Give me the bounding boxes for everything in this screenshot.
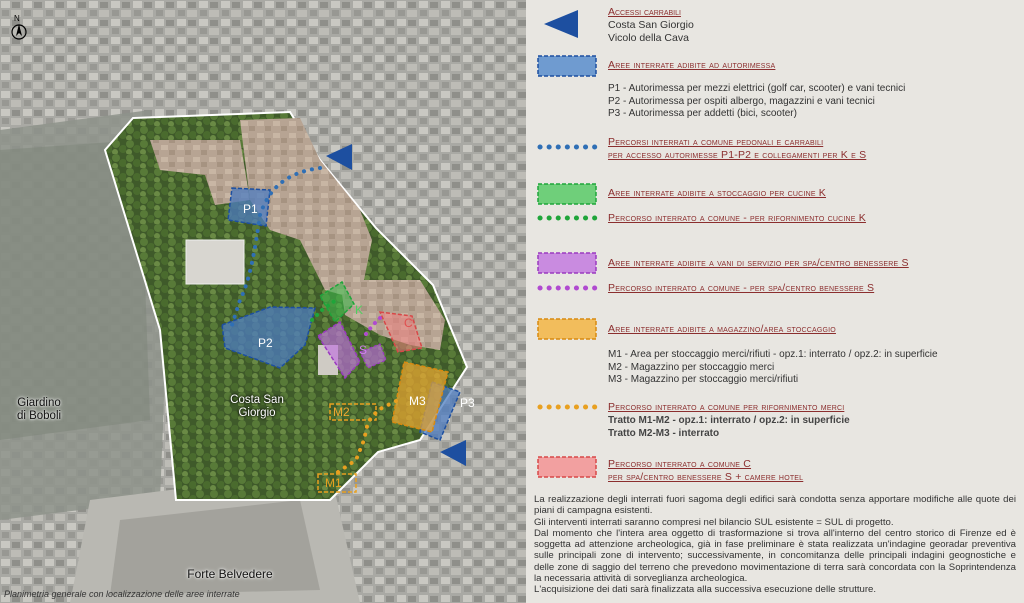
legend — [530, 0, 1024, 603]
legend-percorsi-line1: Percorsi interrati a comune pedonali e carrabili — [608, 136, 824, 148]
legend-access-line2: Vicolo della Cava — [608, 32, 689, 44]
note-4: L'acquisizione dei dati sarà finalizzata alla successiva esecuzione delle strutture. — [534, 584, 877, 596]
zone-label-m3: M3 — [409, 394, 426, 408]
orange-area-swatch — [536, 317, 598, 341]
legend-percorso-s-title: Percorso interrato a comune - per spa/centro benessere S — [608, 282, 875, 294]
legend-m3-desc: M3 - Magazzino per stoccaggio merci/rifiuti — [608, 374, 799, 385]
label-costa: Costa San Giorgio — [230, 394, 284, 419]
note-1: La realizzazione degli interrati fuori sagoma degli edifici sarà condotta senza apportare modifiche alle quote dei piani di campagna esistenti. — [534, 494, 1016, 517]
legend-percorso-merci-title: Percorso interrato a comune per rifornimento merci — [608, 401, 845, 413]
legend-percorso-k-title: Percorso interrato a comune - per rifornimento cucine K — [608, 212, 866, 224]
legend-spa-title: Aree interrate adibite a vani di servizio per spa/centro benessere S — [608, 257, 909, 269]
note-3: Dal momento che l'intera area oggetto di trasformazione si trova all'interno del centro storico di Firenze ed è soggetta ad attenzione archeologica, già in fase preliminare è stata realizzata un'indagine georadar preventiva sulle principali zone di intervento; successivamente, in concomitanza delle principali indagini geognostiche e delle zone di saggio del terreno che prevedono movimentazione di terra sarà concordata con la Soprintendenza la necessaria attività di sorveglianza archeologica. — [534, 527, 1016, 585]
zone-label-c: C — [404, 316, 413, 330]
legend-cucine-title: Aree interrate adibite a stoccaggio per cucine K — [608, 187, 827, 199]
legend-tratto-m1m2: Tratto M1-M2 - opz.1: interrato / opz.2: in superficie — [608, 415, 850, 426]
legend-percorsi-line2: per accesso autorimesse P1-P2 e collegamenti per K e S — [608, 149, 867, 161]
notes — [534, 494, 1016, 596]
red-area-swatch — [536, 455, 598, 479]
zone-label-k: K — [355, 303, 364, 317]
legend-percorso-c-line1: Percorso interrato a comune C — [608, 458, 752, 470]
north-label: N — [14, 14, 20, 23]
legend-access-title: Accessi carrabili — [608, 6, 681, 18]
orange-path-swatch — [536, 401, 598, 413]
zone-label-p3: P3 — [460, 396, 475, 410]
legend-tratto-m2m3: Tratto M2-M3 - interrato — [608, 427, 720, 439]
zone-label-m2: M2 — [333, 405, 350, 419]
zone-label-m1: M1 — [325, 476, 342, 490]
purple-path-swatch — [536, 282, 598, 294]
blue-area-swatch — [536, 54, 598, 78]
legend-p2-desc: P2 - Autorimessa per ospiti albergo, magazzini e vani tecnici — [608, 95, 875, 107]
legend-access-line1: Costa San Giorgio — [608, 19, 694, 31]
note-2: Gli interventi interrati saranno compresi nel bilancio SUL esistente = SUL di progetto. — [534, 516, 894, 528]
legend-m2-desc: M2 - Magazzino per stoccaggio merci — [608, 361, 775, 373]
purple-area-swatch — [536, 251, 598, 275]
blue-path-swatch — [536, 141, 598, 153]
label-forte: Forte Belvedere — [187, 567, 273, 581]
green-area-swatch — [536, 182, 598, 206]
legend-percorso-c-line2: per spa/centro benessere S + camere hotel — [608, 471, 804, 483]
map-caption: Planimetria generale con localizzazione delle aree interrate — [4, 589, 240, 599]
legend-autorimessa-title: Aree interrate adibite ad autorimessa — [608, 59, 776, 71]
zone-label-p1: P1 — [243, 202, 258, 216]
zone-label-p2: P2 — [258, 336, 273, 350]
access-triangle-icon — [536, 6, 598, 42]
legend-magazzino-title: Aree interrate adibite a magazzino/area stoccaggio — [608, 323, 836, 335]
legend-m1-desc: M1 - Area per stoccaggio merci/rifiuti - opz.1: interrato / opz.2: in superficie — [608, 349, 938, 360]
label-boboli: Giardino di Boboli — [16, 397, 62, 422]
legend-p3-desc: P3 - Autorimessa per addetti (bici, scooter) — [608, 108, 797, 119]
green-path-swatch — [536, 212, 598, 224]
zone-label-s: S — [359, 343, 368, 357]
legend-p1-desc: P1 - Autorimessa per mezzi elettrici (golf car, scooter) e vani tecnici — [608, 83, 906, 94]
